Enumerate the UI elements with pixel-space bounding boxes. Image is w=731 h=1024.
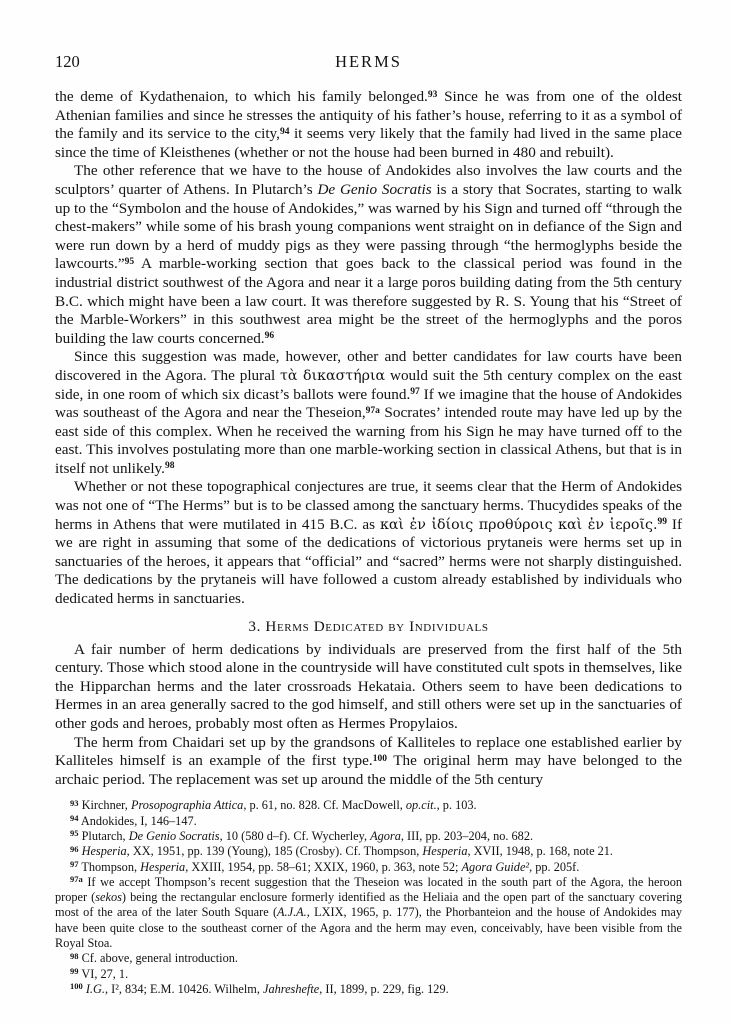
text-run: op.cit. <box>405 798 437 813</box>
paragraph <box>55 734 682 790</box>
text-run: Whether or not these topographical conjectures are true, it seems clear that the Herm of Andokides was not one of “The Herms” but is to be classed among the sanctuary herms. Thucydides speaks of the herms in Athens that were mutilated in 415 B.C. as <box>55 478 682 533</box>
text-run: The other reference that we have to the house of Andokides also involves the law courts and the sculptors’ quarter of Athens. In Plutarch’s <box>55 162 682 198</box>
text-run: , II, 1899, p. 229, fig. 129. <box>319 981 449 996</box>
footnote-marker: 94 <box>70 813 79 824</box>
footnote-ref: 96 <box>264 331 275 342</box>
text-run: Hesperia <box>81 844 127 859</box>
footnote-ref: 93 <box>427 89 438 100</box>
text-run: sekos <box>95 890 122 905</box>
text-run: Thompson, <box>81 859 141 874</box>
footnote-marker: 93 <box>70 797 79 808</box>
footnote-marker: 97 <box>70 859 79 870</box>
footnote <box>55 844 682 859</box>
footnote-marker: 100 <box>70 981 83 992</box>
text-run: is a story that Socrates, starting to walk up to the “Symbolon and the house of Andokides,” was warned by his Sign and turned off “through the chest-makers” while some of his brash young companions went straight on in defiance of the Sign and were run down by a herd of muddy pigs as they were passing through “the hermoglyphs beside the lawcourts.” <box>55 180 683 273</box>
running-head: HERMS <box>335 52 402 71</box>
page-header <box>55 52 682 72</box>
text-run: Plutarch, <box>81 828 129 843</box>
footnote-marker: 97a <box>70 874 83 885</box>
footnote <box>55 875 682 951</box>
text-run: Hesperia <box>422 844 468 859</box>
footnote-marker: 99 <box>70 966 79 977</box>
text-run: , p. 61, no. 828. Cf. MacDowell, <box>243 798 406 813</box>
text-run: would suit the 5th century complex on the east side, in one room of which six dicast’s ballots were found. <box>55 366 682 403</box>
footnote-marker: 98 <box>70 950 79 961</box>
text-run: If we imagine that the house of Andokides was southeast of the Agora and near the Theseion, <box>55 385 682 422</box>
text-run: , XXIII, 1954, pp. 58–61; XXIX, 1960, p. 363, note 52; <box>185 859 462 874</box>
text-run: it seems very likely that the family had lived in the same place since the time of Kleisthenes (whether or not the house had been burned in 480 and rebuilt). <box>55 125 682 161</box>
text-run: Since this suggestion was made, however, other and better candidates for law courts have been discovered in the Agora. The plural <box>55 348 682 384</box>
footnote-ref: 98 <box>164 461 175 472</box>
text-run: De Genio Socratis <box>128 828 220 843</box>
text-run: , pp. 205f. <box>529 859 580 874</box>
text-run: The herm from Chaidari set up by the grandsons of Kalliteles to replace one established earlier by Kalliteles himself is an example of the first type. <box>55 733 682 770</box>
text-run: ) being the rectangular enclosure formerly identified as the Heliaia and the open part of the sanctuary covering most of the area of the later South Square ( <box>55 890 683 920</box>
paragraph <box>55 348 682 478</box>
footnote-ref: 97 <box>410 387 420 397</box>
text-run: The original herm may have belonged to the archaic period. The replacement was set up around the middle of the 5th century <box>55 752 683 788</box>
footnote-ref: 100 <box>372 753 387 764</box>
text-run: If we accept Thompson’s recent suggestion that the Theseion was located in the south part of the Agora, the heroon proper ( <box>55 874 682 905</box>
footnote <box>55 982 682 997</box>
text-run: I.G. <box>85 981 105 996</box>
text-run: Prosopographia Attica <box>130 798 244 813</box>
body-text <box>55 88 682 789</box>
text-run: VI, 27, 1. <box>81 966 129 981</box>
footnote <box>55 951 682 966</box>
footnote <box>55 814 682 829</box>
text-run: , LXIX, 1965, p. 177), the Phorbanteion and the house of Andokides may have been quite close to the southeast corner of the Agora and the herm may even, conceivably, have been visible from the Royal Stoa. <box>55 905 682 951</box>
text-run: , I², 834; E.M. 10426. Wilhelm, <box>104 981 263 996</box>
paragraph <box>55 641 682 734</box>
footnote-ref: 95 <box>124 256 135 267</box>
footnote <box>55 967 682 982</box>
paragraph <box>55 478 682 608</box>
text-run: A marble-working section that goes back to the classical period was found in the industrial district southwest of the Agora and near it a large poros building dating from the 5th century B.C. which might have been a law court. It was therefore suggested by R. S. Young that his “Street of the Marble-Workers” in this southwest area might be the street of the hermoglyphs and the poros building the law courts concerned. <box>55 255 682 347</box>
text-run: A.J.A. <box>277 905 307 920</box>
text-run: Agora <box>370 828 401 843</box>
text-run: , XVII, 1948, p. 168, note 21. <box>467 844 613 859</box>
text-run: Cf. above, general introduction. <box>81 951 238 966</box>
text-run: , III, pp. 203–204, no. 682. <box>400 828 534 843</box>
text-run: , 10 (580 d–f). Cf. Wycherley, <box>219 828 371 843</box>
text-run: Hesperia <box>140 859 186 874</box>
text-run: Jahreshefte <box>263 981 320 996</box>
section-heading: 3. Herms Dedicated by Individuals <box>248 617 489 635</box>
greek-text: τὰ δικαστήρια <box>280 367 386 384</box>
text-run: Since he was from one of the oldest Athenian families and since he stresses the antiquity of his father’s house, referring to it as a symbol of the family and its service to the city, <box>55 88 682 143</box>
footnotes <box>55 798 682 997</box>
footnote-ref: 94 <box>279 126 290 137</box>
text-run: If we are right in assuming that some of the dedications of victorious prytaneis were herms set up in sanctuaries of the heroes, it appears that “official” and “sacred” herms were not sharply distinguished. The dedications by the prytaneis will have followed a custom already established by individuals who dedicated herms in sanctuaries. <box>55 515 683 608</box>
footnote <box>55 798 682 813</box>
text-run: De Genio Socratis <box>317 180 432 198</box>
paragraph <box>55 88 682 162</box>
text-run: Andokides, I, 146–147. <box>80 813 197 828</box>
text-run: , p. 103. <box>436 798 477 813</box>
text-run: A fair number of herm dedications by individuals are preserved from the first half of the 5th century. Those which stood alone in the countryside will have constituted cult spots in themselves, like the Hipparchan herms and the later crossroads Hekataia. Others seem to have been dedications to Hermes in an area generally sacred to the god himself, and still others were set up in the sanctuaries of other gods and heroes, probably most often as Hermes Propylaios. <box>55 640 682 732</box>
text-run: , XX, 1951, pp. 139 (Young), 185 (Crosby). Cf. Thompson, <box>126 844 423 859</box>
footnote-ref: 99 <box>657 517 667 528</box>
greek-text: καὶ ἐν ἰδίοις προθύροις καὶ ἐν ἱεροῖς. <box>379 516 658 533</box>
footnote <box>55 860 682 875</box>
text-run: Kirchner, <box>81 798 131 813</box>
page-number: 120 <box>55 52 80 71</box>
paragraph <box>55 162 682 348</box>
text-run: Socrates’ intended route may have led up by the east side of this complex. When he received the warning from his Sign he may have turned off to the east. This involves postulating more than one marble-working section in classical Athens, but that is in itself not unlikely. <box>55 404 682 477</box>
footnote <box>55 829 682 844</box>
footnote-ref: 97a <box>365 405 380 416</box>
text-run: the deme of Kydathenaion, to which his family belonged. <box>55 88 428 105</box>
footnote-marker: 95 <box>70 828 79 839</box>
text-run: Agora Guide² <box>461 859 530 874</box>
footnote-marker: 96 <box>70 843 79 854</box>
